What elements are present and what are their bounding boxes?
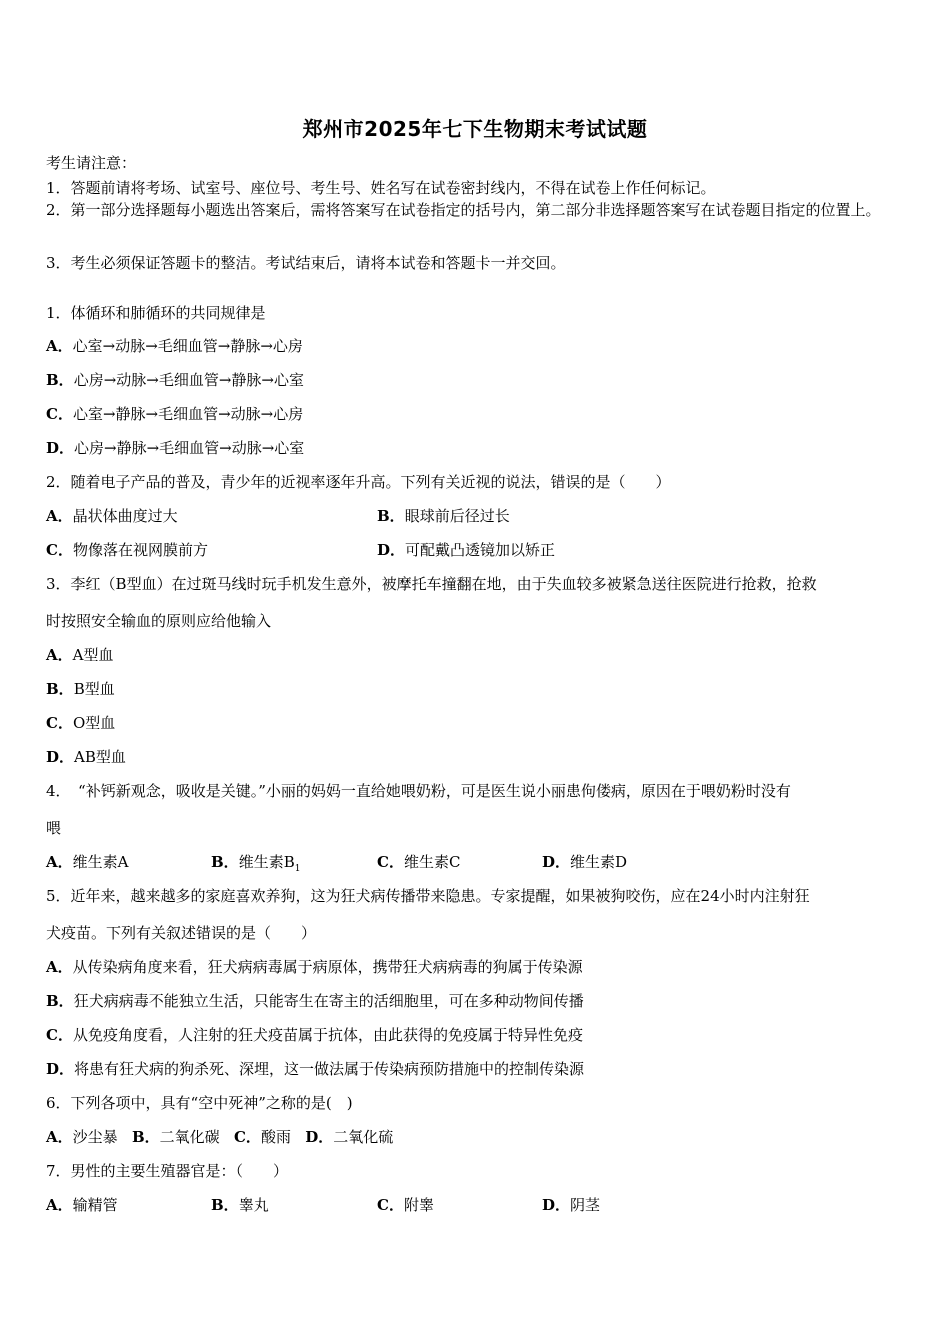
option-text: 维生素C: [403, 853, 461, 871]
option-label: A．: [46, 507, 73, 525]
option-label: D．: [377, 541, 406, 559]
q2-option-a[interactable]: [46, 505, 178, 526]
q5-option-a[interactable]: [46, 956, 583, 977]
q7-option-d[interactable]: [542, 1194, 600, 1215]
q3-option-d[interactable]: [46, 746, 126, 767]
q5-option-b[interactable]: [46, 990, 584, 1011]
q7-option-c[interactable]: [377, 1194, 434, 1215]
option-text: 心房→静脉→毛细血管→动脉→心室: [74, 439, 305, 457]
q5-option-d[interactable]: [46, 1058, 584, 1079]
q1-option-a[interactable]: [46, 335, 303, 356]
option-label: D．: [46, 439, 75, 457]
q2-option-b[interactable]: [377, 505, 510, 526]
option-label: B．: [46, 371, 74, 389]
question-3-stem-line2: 时按照安全输血的原则应给他输入: [46, 612, 272, 630]
option-text: 心室→静脉→毛细血管→动脉→心房: [72, 405, 304, 423]
q2-option-d[interactable]: [377, 539, 555, 560]
option-label: C．: [46, 541, 73, 559]
option-text: 可配戴凸透镜加以矫正: [405, 541, 556, 559]
q1-option-d[interactable]: [46, 437, 304, 458]
q6-options-row: [46, 1126, 393, 1147]
option-text: 维生素B: [238, 853, 295, 871]
option-label: C．: [377, 853, 404, 871]
option-text: 维生素A: [72, 853, 129, 871]
option-text: 物像落在视网膜前方: [72, 541, 208, 559]
q2-option-c[interactable]: [46, 539, 208, 560]
option-text: 眼球前后径过长: [404, 507, 510, 525]
option-label: C．: [46, 714, 73, 732]
q3-option-a[interactable]: [46, 644, 113, 665]
notice-item-1: 1．答题前请将考场、试室号、座位号、考生号、姓名写在试卷密封线内，不得在试卷上作任何标记。: [46, 179, 716, 197]
option-text: 狂犬病病毒不能独立生活，只能寄生在寄主的活细胞里，可在多种动物间传播: [73, 992, 584, 1010]
option-label: B．: [211, 1196, 239, 1214]
q5-option-c[interactable]: [46, 1024, 583, 1045]
q3-option-b[interactable]: [46, 678, 115, 699]
option-text: 睾丸: [238, 1196, 269, 1214]
option-label: B．: [46, 680, 74, 698]
question-4-stem-line2: 喂: [46, 819, 62, 837]
option-label: C．: [46, 405, 73, 423]
q7-option-b[interactable]: [211, 1194, 269, 1215]
option-text: 心室→动脉→毛细血管→静脉→心房: [72, 337, 303, 355]
question-7-stem: 7．男性的主要生殖器官是：（ ）: [46, 1162, 289, 1180]
q6-option-b[interactable]: [132, 1128, 220, 1146]
option-label: B．: [46, 992, 74, 1010]
option-label: C．: [377, 1196, 404, 1214]
option-label: D．: [46, 1060, 75, 1078]
question-3-stem-line1: 3．李红（B型血）在过斑马线时玩手机发生意外，被摩托车撞翻在地，由于失血较多被紧急送往医院进行抢救，抢救: [46, 575, 817, 593]
option-text: 阴茎: [570, 1196, 601, 1214]
option-label: B．: [211, 853, 239, 871]
option-text: A型血: [72, 646, 114, 664]
option-text: 将患有狂犬病的狗杀死、深埋，这一做法属于传染病预防措施中的控制传染源: [74, 1060, 585, 1078]
notice-header: 考生请注意：: [46, 154, 137, 172]
q1-option-c[interactable]: [46, 403, 303, 424]
q4-option-b[interactable]: [211, 851, 300, 874]
option-text: O型血: [72, 714, 116, 732]
option-text: AB型血: [74, 748, 126, 766]
q4-option-a[interactable]: [46, 851, 128, 872]
option-text: 酸雨: [260, 1128, 291, 1146]
option-label: D．: [305, 1128, 334, 1146]
q6-option-d[interactable]: [305, 1128, 393, 1146]
option-text: 附睾: [403, 1196, 434, 1214]
option-label: D．: [542, 1196, 571, 1214]
q6-option-c[interactable]: [234, 1128, 291, 1146]
option-text: 心房→动脉→毛细血管→静脉→心室: [73, 371, 304, 389]
subscript: 1: [294, 864, 301, 874]
question-1-stem: 1．体循环和肺循环的共同规律是: [46, 304, 266, 322]
option-label: D．: [542, 853, 571, 871]
option-text: B型血: [73, 680, 115, 698]
option-text: 二氧化碳: [159, 1128, 220, 1146]
option-label: B．: [377, 507, 405, 525]
option-text: 输精管: [72, 1196, 118, 1214]
option-text: 二氧化硫: [333, 1128, 394, 1146]
question-5-stem-line1: 5．近年来，越来越多的家庭喜欢养狗，这为狂犬病传播带来隐患。专家提醒，如果被狗咬伤，应在24小时内注射狂: [46, 887, 810, 905]
notice-item-2: 2．第一部分选择题每小题选出答案后，需将答案写在试卷指定的括号内，第二部分非选择题答案写在试卷题目指定的位置上。: [46, 201, 881, 219]
q1-option-b[interactable]: [46, 369, 304, 390]
page-title: 郑州市2025年七下生物期末考试试题: [302, 117, 648, 141]
q4-option-d[interactable]: [542, 851, 627, 872]
option-label: A．: [46, 337, 73, 355]
option-text: 晶状体曲度过大: [72, 507, 178, 525]
option-label: A．: [46, 958, 73, 976]
option-label: C．: [46, 1026, 73, 1044]
notice-item-3: 3．考生必须保证答题卡的整洁。考试结束后，请将本试卷和答题卡一并交回。: [46, 254, 566, 272]
option-label: D．: [46, 748, 75, 766]
question-5-stem-line2: 犬疫苗。下列有关叙述错误的是（ ）: [46, 924, 317, 942]
question-4-stem-line1: 4． “补钙新观念，吸收是关键。”小丽的妈妈一直给她喂奶粉，可是医生说小丽患佝偻病，原因在于喂奶粉时没有: [46, 782, 791, 800]
option-text: 维生素D: [570, 853, 628, 871]
option-text: 从免疫角度看，人注射的狂犬疫苗属于抗体，由此获得的免疫属于特异性免疫: [72, 1026, 583, 1044]
option-label: A．: [46, 1196, 73, 1214]
option-text: 沙尘暴: [72, 1128, 118, 1146]
question-6-stem: 6．下列各项中，具有“空中死神”之称的是( ): [46, 1094, 353, 1112]
q6-option-a[interactable]: [46, 1128, 118, 1146]
option-label: C．: [233, 1128, 261, 1146]
option-label: B．: [131, 1128, 160, 1146]
question-2-stem: 2．随着电子产品的普及，青少年的近视率逐年升高。下列有关近视的说法，错误的是（ ）: [46, 473, 671, 491]
option-label: A．: [46, 1128, 73, 1146]
option-text: 从传染病角度来看，狂犬病病毒属于病原体，携带狂犬病病毒的狗属于传染源: [72, 958, 583, 976]
q3-option-c[interactable]: [46, 712, 115, 733]
q7-option-a[interactable]: [46, 1194, 118, 1215]
option-label: A．: [46, 853, 73, 871]
q4-option-c[interactable]: [377, 851, 460, 872]
option-label: A．: [46, 646, 73, 664]
